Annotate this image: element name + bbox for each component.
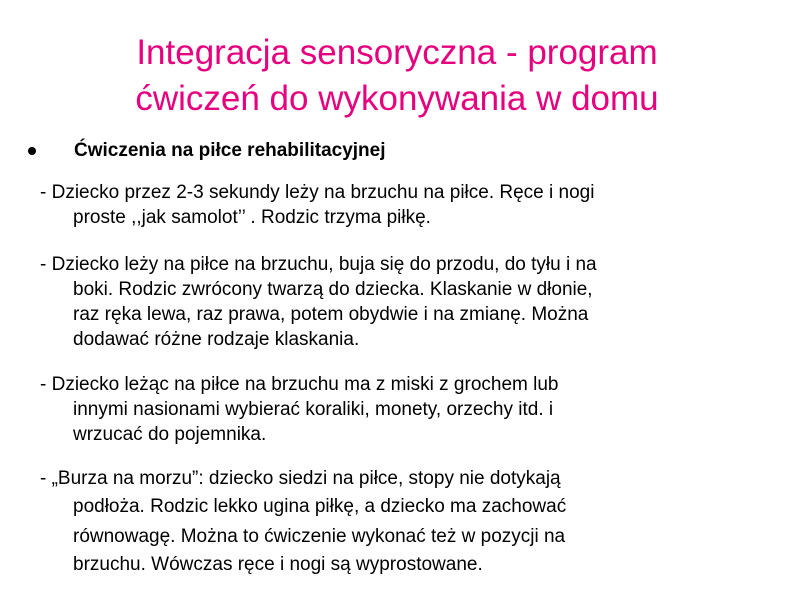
title-line-1: Integracja sensoryczna - program bbox=[136, 33, 658, 72]
title-line-2: ćwiczeń do wykonywania w domu bbox=[135, 79, 659, 118]
paragraph-line: podłoża. Rodzic lekko ugina piłkę, a dziecko ma zachować bbox=[73, 496, 567, 517]
paragraph-line: proste ,,jak samolot’’ . Rodzic trzyma piłkę. bbox=[73, 207, 431, 228]
paragraph-line: innymi nasionami wybierać koraliki, monety, orzechy itd. i bbox=[73, 399, 554, 420]
bullet-icon bbox=[28, 147, 36, 155]
exercise-paragraph-3 bbox=[40, 372, 770, 447]
exercise-paragraph-4 bbox=[40, 466, 770, 578]
slide-title bbox=[40, 30, 754, 122]
paragraph-line: wrzucać do pojemnika. bbox=[73, 424, 267, 445]
exercise-paragraph-1 bbox=[40, 180, 770, 230]
paragraph-line: raz ręka lewa, raz prawa, potem obydwie i na zmianę. Można bbox=[73, 304, 589, 325]
section-heading-row bbox=[28, 140, 386, 162]
exercise-paragraph-2 bbox=[40, 252, 770, 352]
paragraph-line: - Dziecko przez 2-3 sekundy leży na brzuchu na piłce. Ręce i nogi bbox=[40, 182, 595, 203]
paragraph-line: - Dziecko leży na piłce na brzuchu, buja się do przodu, do tyłu i na bbox=[40, 254, 597, 275]
paragraph-line: brzuchu. Wówczas ręce i nogi są wyprostowane. bbox=[73, 554, 483, 575]
paragraph-line: - „Burza na morzu”: dziecko siedzi na piłce, stopy nie dotykają bbox=[40, 468, 561, 489]
paragraph-line: dodawać różne rodzaje klaskania. bbox=[73, 329, 360, 350]
paragraph-line: równowagę. Można to ćwiczenie wykonać też w pozycji na bbox=[73, 526, 566, 547]
paragraph-line: boki. Rodzic zwrócony twarzą do dziecka. Klaskanie w dłonie, bbox=[73, 279, 593, 300]
section-heading: Ćwiczenia na piłce rehabilitacyjnej bbox=[74, 140, 386, 161]
paragraph-line: - Dziecko leżąc na piłce na brzuchu ma z miski z grochem lub bbox=[40, 374, 559, 395]
